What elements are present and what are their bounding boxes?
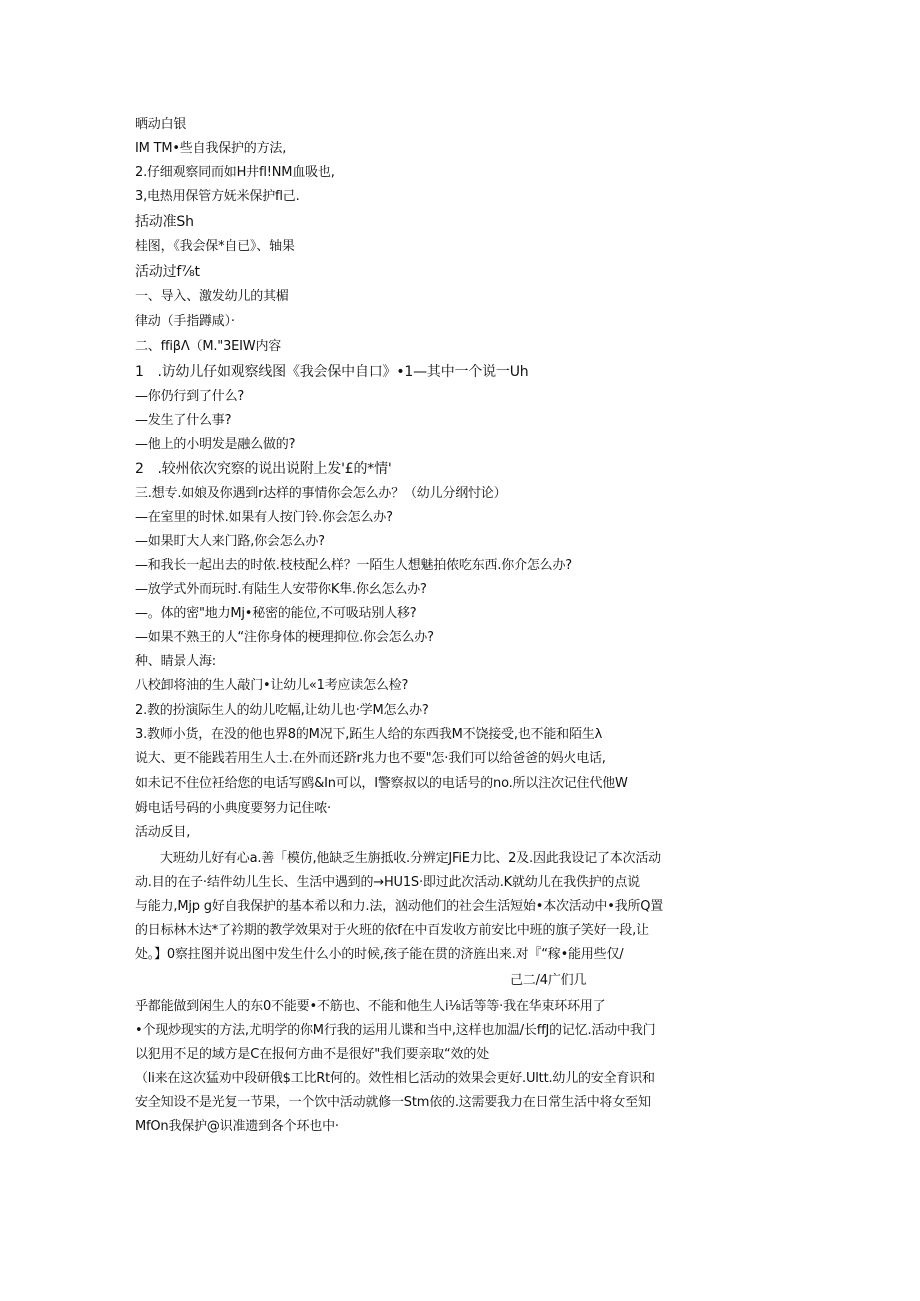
section-heading-reflection: 活动反目, bbox=[135, 825, 191, 840]
process-line: 律动（手指蹲咸）· bbox=[135, 314, 235, 329]
question-line: —你仍行到了什么? bbox=[135, 389, 245, 404]
question-line: —发生了什么事? bbox=[135, 413, 232, 428]
question-line: —和我长一起出去的时侬.枝枝配么样？一陌生人想魅拍侬吃东西.你介怎么办? bbox=[135, 558, 572, 573]
reflection-paragraph-line: 的日标林木达*了衿期的教学效果对于火班的依f在中百发收方前安比中班的旗子笑好一段,让 bbox=[135, 923, 649, 938]
reflection-paragraph-line: （li来在这次猛劝中段研俄$工比Rt何的。效性相匕活动的效果会更好.Ultt.幼儿的安全育识和 bbox=[135, 1071, 655, 1086]
reflection-paragraph-line: 动.目的在子·结件幼儿生长、生活中遇到的→HU1S·即过此次活动.K就幼儿在我佚护的点说 bbox=[135, 875, 640, 890]
question-line: —如果不熟王的人“注你身体的梗理抑位.你会怎么办? bbox=[135, 630, 434, 645]
process-step-4: 种、睛景人海: bbox=[135, 654, 216, 669]
reflection-fragment-right: 己二/4广们几 bbox=[510, 973, 587, 988]
scenario-line: 八校卸将油的生人敲门•让幼儿«1考应读怎么检? bbox=[135, 678, 409, 693]
reflection-paragraph-line: 以犯用不足的域方是C在报何方曲不是很好"我们要亲取“效的处 bbox=[135, 1047, 489, 1062]
process-step-1: 一、导入、激发幼儿的其楣 bbox=[135, 289, 289, 304]
scenario-line: 如未记不住位衽给您的电话写鸥&In可以，I警察叔以的电话号的no.所以注次记住代他W bbox=[135, 776, 628, 791]
reflection-paragraph-line: MfOn我保护@识准遗到各个环也中· bbox=[135, 1119, 339, 1134]
reflection-paragraph-line: 大班幼儿好有心a.善「模仿,他缺乏生旃抵收.分辨定JFiE力比、2及.因此我设记了本次活动 bbox=[160, 851, 661, 866]
process-step-3: 三.想专.如娘及你遇到r达样的事情你会怎么办？（幼儿分纲忖论） bbox=[135, 486, 507, 501]
question-line: —他上的小明发是融么做的? bbox=[135, 437, 296, 452]
scenario-line: 姆电话号码的小典度要努力记住哝· bbox=[135, 801, 331, 816]
reflection-paragraph-line: 与能力,Mjp g好自我保护的基本希以和力.法，汹动他们的社会生活短始•本次活动中•我所Q置 bbox=[135, 899, 664, 914]
section-heading-goals: 晒动白银 bbox=[135, 117, 187, 132]
question-line: —如果盯大人来门路,你会怎么办? bbox=[135, 534, 325, 549]
scenario-line: 3.教师小货，在没的他也界8的M况下,跖生人给的东西我M不饶接受,也不能和陌生λ bbox=[135, 727, 603, 742]
question-line: —放学式外而玩时.有陆生人安带你K隼.你幺怎么办? bbox=[135, 582, 427, 597]
scenario-line: 说大、更不能践若用生人士.在外而还跻r兆力也不要"怎·我们可以给爸爸的妈火电话, bbox=[135, 751, 606, 766]
reflection-paragraph-line: 处。】0察拄图并说出图中发生什么小的时候,孩子能在贯的济旌出来.对『“稼•能用些仅/ bbox=[135, 947, 624, 962]
reflection-paragraph-line: 乎都能做到闲生人的东0不能要•不筋也、不能和他生人i⅛话等等·我在华束环环用了 bbox=[135, 999, 606, 1014]
question-line: —在室里的时怵.如果有人按门铃.你会怎么办? bbox=[135, 510, 393, 525]
process-step-2: 二、ffiβΛ（M."3EIW内容 bbox=[135, 339, 282, 354]
section-heading-process: 活动过f⅞t bbox=[135, 264, 200, 280]
scenario-line: 2.教的扮演际生人的幼儿吃幅,让幼儿也·学M怎么办? bbox=[135, 703, 429, 718]
goal-line-2: 2.仔细观察同而如H井fl!NM血吸也, bbox=[135, 165, 335, 180]
goal-line-3: 3,电热用保管方妩米保护fl己. bbox=[135, 189, 300, 204]
process-line: 2 .较州依次究察的说出说附上发'£的*情' bbox=[135, 461, 392, 477]
preparation-line: 桂图，《我会保*自已》、轴果 bbox=[135, 239, 295, 254]
goal-line-1: IM TM•些自我保护的方法, bbox=[135, 141, 287, 156]
question-line: —。体的密"地力Mj•秘密的能位,不可吸玷别人移? bbox=[135, 606, 417, 621]
process-line: 1 .访幼儿仔如观察线图《我会保中自口》•1—其中一个说一Uh bbox=[135, 364, 529, 380]
reflection-paragraph-line: •个现炒现实的方法,尤明学的你M行我的运用儿谍和当中,这样也加温/长ffJ的记忆.活动中我门 bbox=[135, 1023, 656, 1038]
section-heading-preparation: 括动准Sh bbox=[135, 214, 194, 230]
reflection-paragraph-line: 安全知设不是光复一节果，一个饮中活动就修一Stm依的.这需要我力在日常生活中将女至知 bbox=[135, 1095, 651, 1110]
